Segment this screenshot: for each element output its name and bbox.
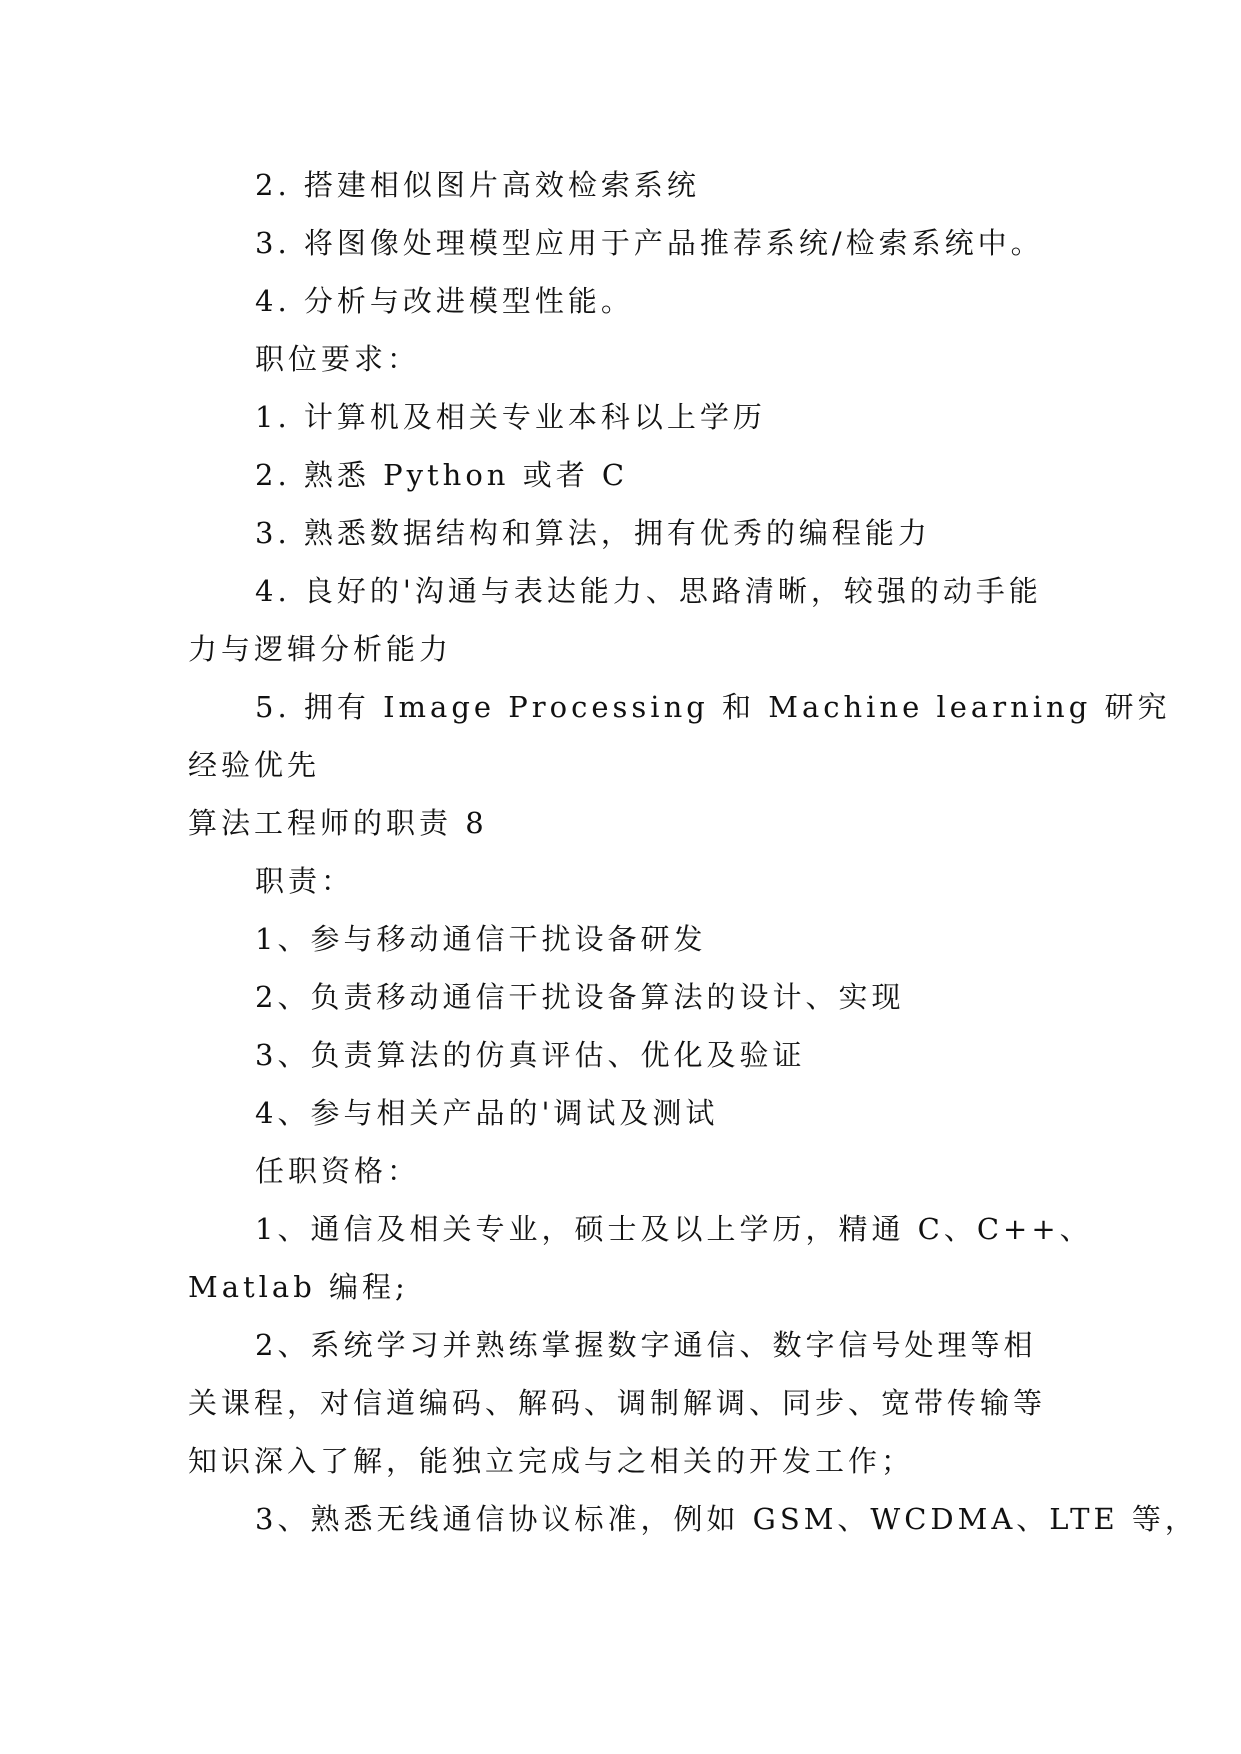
- paragraph-line: 2、负责移动通信干扰设备算法的设计、实现: [255, 980, 905, 1014]
- paragraph-line: 3. 熟悉数据结构和算法，拥有优秀的编程能力: [255, 516, 931, 550]
- section-heading: 职责：: [255, 864, 355, 898]
- paragraph-line: 1、通信及相关专业，硕士及以上学历，精通 C、C++、: [255, 1212, 1093, 1246]
- paragraph-line: 力与逻辑分析能力: [188, 632, 453, 666]
- paragraph-line: 1、参与移动通信干扰设备研发: [255, 922, 707, 956]
- paragraph-line: 1. 计算机及相关专业本科以上学历: [255, 400, 766, 434]
- paragraph-line: 2. 搭建相似图片高效检索系统: [255, 168, 700, 202]
- paragraph-line: 4. 良好的'沟通与表达能力、思路清晰，较强的动手能: [255, 574, 1042, 608]
- paragraph-line: 3. 将图像处理模型应用于产品推荐系统/检索系统中。: [255, 226, 1044, 260]
- section-heading: 任职资格：: [255, 1154, 421, 1188]
- paragraph-line: 经验优先: [188, 748, 321, 782]
- paragraph-line: 5. 拥有 Image Processing 和 Machine learning 研究: [255, 690, 1171, 724]
- paragraph-line: 2、系统学习并熟练掌握数字通信、数字信号处理等相: [255, 1328, 1037, 1362]
- paragraph-line: Matlab 编程;: [188, 1270, 409, 1304]
- paragraph-line: 4、参与相关产品的'调试及测试: [255, 1096, 719, 1130]
- section-heading: 职位要求：: [255, 342, 421, 376]
- document-title: 算法工程师的职责 8: [188, 806, 488, 840]
- paragraph-line: 2. 熟悉 Python 或者 C: [255, 458, 629, 492]
- paragraph-line: 3、熟悉无线通信协议标准，例如 GSM、WCDMA、LTE 等，: [255, 1502, 1198, 1536]
- paragraph-line: 4. 分析与改进模型性能。: [255, 284, 634, 318]
- paragraph-line: 关课程，对信道编码、解码、调制解调、同步、宽带传输等: [188, 1386, 1047, 1420]
- paragraph-line: 知识深入了解，能独立完成与之相关的开发工作；: [188, 1444, 915, 1478]
- paragraph-line: 3、负责算法的仿真评估、优化及验证: [255, 1038, 806, 1072]
